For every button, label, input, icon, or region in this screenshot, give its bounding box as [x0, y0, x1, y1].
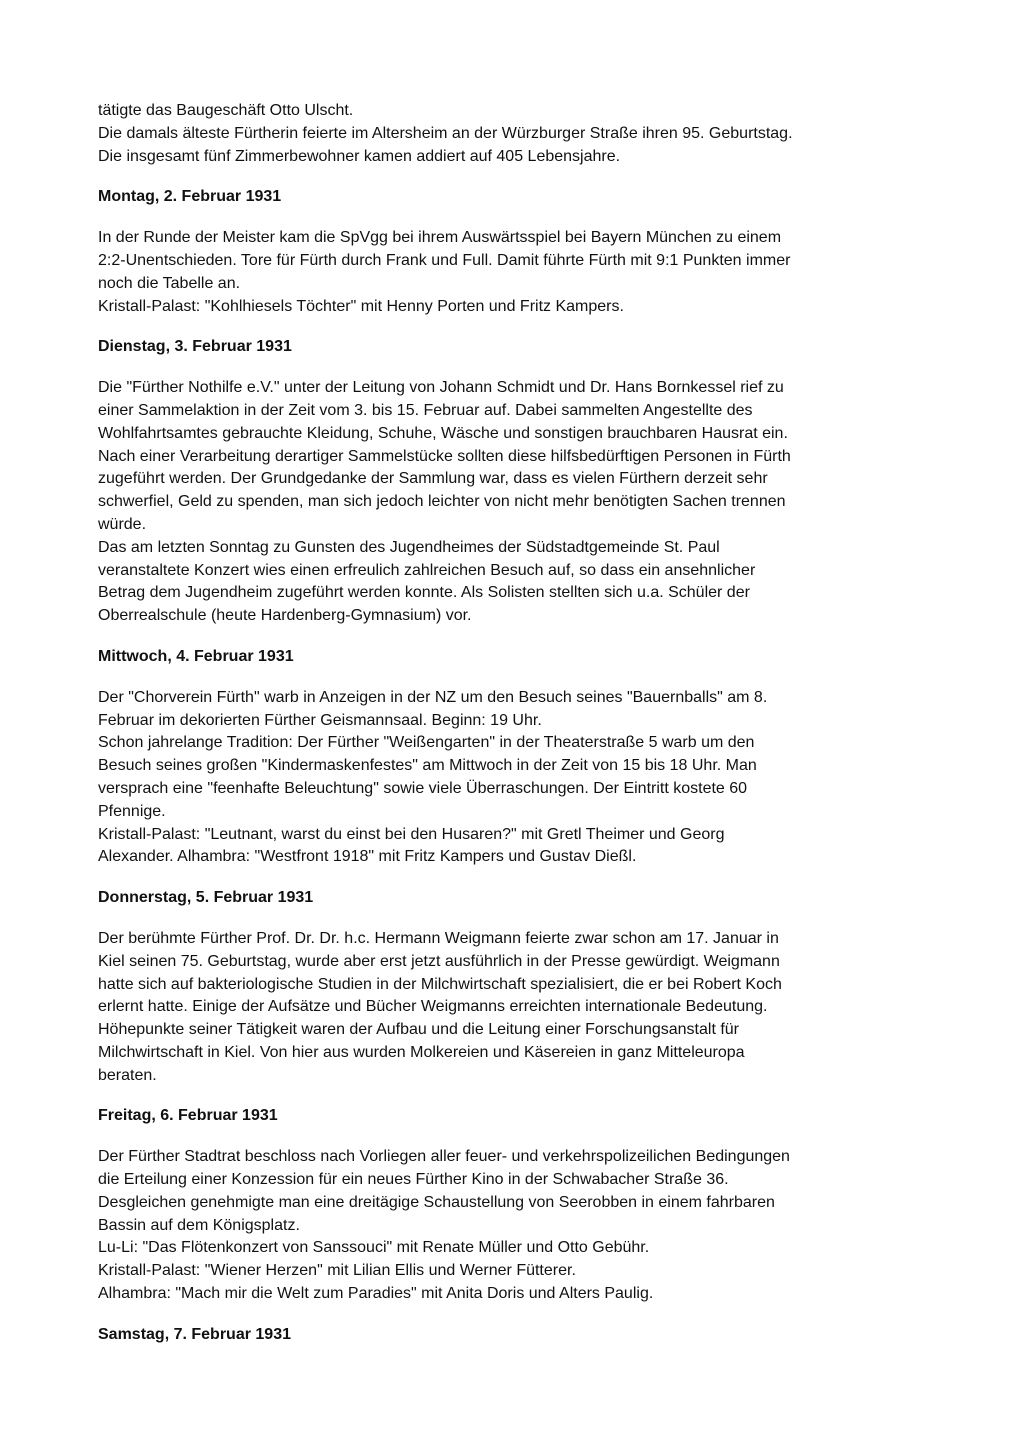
text-line: Höhepunkte seiner Tätigkeit waren der Aufbau und die Leitung einer Forschungsanstalt für: [98, 1021, 739, 1039]
text-line: Das am letzten Sonntag zu Gunsten des Jugendheimes der Südstadtgemeinde St. Paul: [98, 538, 720, 556]
text-line: Schon jahrelange Tradition: Der Fürther "Weißengarten" in der Theaterstraße 5 warb um den: [98, 734, 755, 752]
text-paragraph: [98, 1146, 943, 1306]
text-line: die Erteilung einer Konzession für ein neues Fürther Kino in der Schwabacher Straße 36.: [98, 1171, 729, 1189]
text-paragraph: [98, 928, 943, 1088]
text-line: einer Sammelaktion in der Zeit vom 3. bis 15. Februar auf. Dabei sammelten Angestellte des: [98, 401, 753, 419]
text-line: Kristall-Palast: "Kohlhiesels Töchter" mit Henny Porten und Fritz Kampers.: [98, 297, 624, 315]
document-body: [98, 100, 943, 1365]
day-heading: Freitag, 6. Februar 1931: [98, 1107, 278, 1125]
text-line: Nach einer Verarbeitung derartiger Sammelstücke sollten diese hilfsbedürftigen Personen in Fürth: [98, 447, 791, 465]
text-line: 2:2-Unentschieden. Tore für Fürth durch Frank und Full. Damit führte Fürth mit 9:1 Punkten immer: [98, 251, 791, 269]
text-line: tätigte das Baugeschäft Otto Ulscht.: [98, 102, 354, 119]
text-line: In der Runde der Meister kam die SpVgg bei ihrem Auswärtsspiel bei Bayern München zu einem: [98, 229, 782, 247]
text-line: Der Fürther Stadtrat beschloss nach Vorliegen aller feuer- und verkehrspolizeilichen Bedingungen: [98, 1148, 790, 1166]
text-line: Desgleichen genehmigte man eine dreitägige Schaustellung von Seerobben in einem fahrbaren: [98, 1193, 775, 1211]
text-line: Kiel seinen 75. Geburtstag, wurde aber erst jetzt ausführlich in der Presse gewürdigt. Weigmann: [98, 952, 780, 970]
text-line: Besuch seines großen "Kindermaskenfestes" am Mittwoch in der Zeit von 15 bis 18 Uhr. Man: [98, 757, 757, 775]
text-line: Alexander. Alhambra: "Westfront 1918" mit Fritz Kampers und Gustav Dießl.: [98, 848, 637, 866]
text-paragraph: [98, 100, 943, 168]
text-line: Betrag dem Jugendheim zugeführt werden konnte. Als Solisten stellten sich u.a. Schüler der: [98, 584, 750, 602]
text-line: schwerfiel, Geld zu spenden, man sich jedoch leichter von nicht mehr benötigten Sachen trennen: [98, 493, 786, 511]
text-line: Die damals älteste Fürtherin feierte im Altersheim an der Würzburger Straße ihren 95. Geburtstag.: [98, 124, 793, 142]
text-line: würde.: [98, 515, 147, 533]
day-heading: Donnerstag, 5. Februar 1931: [98, 889, 314, 907]
text-line: Bassin auf dem Königsplatz.: [98, 1216, 300, 1234]
day-heading: Dienstag, 3. Februar 1931: [98, 338, 292, 356]
day-heading: Samstag, 7. Februar 1931: [98, 1325, 291, 1343]
text-line: Februar im dekorierten Fürther Geismannsaal. Beginn: 19 Uhr.: [98, 711, 542, 729]
text-line: Milchwirtschaft in Kiel. Von hier aus wurden Molkereien und Käsereien in ganz Mitteleuropa: [98, 1043, 745, 1061]
text-line: Wohlfahrtsamtes gebrauchte Kleidung, Schuhe, Wäsche und sonstigen brauchbaren Hausrat ein.: [98, 424, 788, 442]
text-line: Lu-Li: "Das Flötenkonzert von Sanssouci" mit Renate Müller und Otto Gebühr.: [98, 1239, 650, 1257]
text-line: Kristall-Palast: "Wiener Herzen" mit Lilian Ellis und Werner Fütterer.: [98, 1262, 576, 1280]
text-line: Die insgesamt fünf Zimmerbewohner kamen addiert auf 405 Lebensjahre.: [98, 147, 621, 165]
text-line: Der berühmte Fürther Prof. Dr. Dr. h.c. Hermann Weigmann feierte zwar schon am 17. Januar in: [98, 929, 779, 947]
text-paragraph: [98, 227, 943, 318]
text-line: hatte sich auf bakteriologische Studien in der Milchwirtschaft spezialisiert, die er bei Robert Koch: [98, 975, 782, 993]
text-line: zugeführt werden. Der Grundgedanke der Sammlung war, dass es vielen Fürthern derzeit sehr: [98, 470, 768, 488]
text-line: beraten.: [98, 1066, 157, 1084]
text-line: erlernt hatte. Einige der Aufsätze und Bücher Weigmanns erreichten internationale Bedeutung.: [98, 998, 768, 1016]
text-line: Kristall-Palast: "Leutnant, warst du einst bei den Husaren?" mit Gretl Theimer und Georg: [98, 825, 725, 843]
text-paragraph: [98, 687, 943, 869]
text-line: Oberrealschule (heute Hardenberg-Gymnasium) vor.: [98, 607, 472, 625]
text-line: Alhambra: "Mach mir die Welt zum Paradies" mit Anita Doris und Alters Paulig.: [98, 1285, 654, 1303]
text-line: Pfennige.: [98, 802, 166, 820]
text-line: noch die Tabelle an.: [98, 274, 241, 292]
day-heading: Montag, 2. Februar 1931: [98, 188, 282, 206]
day-heading: Mittwoch, 4. Februar 1931: [98, 647, 294, 665]
text-line: veranstaltete Konzert wies einen erfreulich zahlreichen Besuch auf, so dass ein ansehnlicher: [98, 561, 756, 579]
text-paragraph: [98, 377, 943, 628]
text-line: Der "Chorverein Fürth" warb in Anzeigen in der NZ um den Besuch seines "Bauernballs" am 8.: [98, 688, 768, 706]
text-line: versprach eine "feenhafte Beleuchtung" sowie viele Überraschungen. Der Eintritt kostete 60: [98, 779, 748, 797]
text-line: Die "Fürther Nothilfe e.V." unter der Leitung von Johann Schmidt und Dr. Hans Bornkessel rief zu: [98, 379, 784, 397]
